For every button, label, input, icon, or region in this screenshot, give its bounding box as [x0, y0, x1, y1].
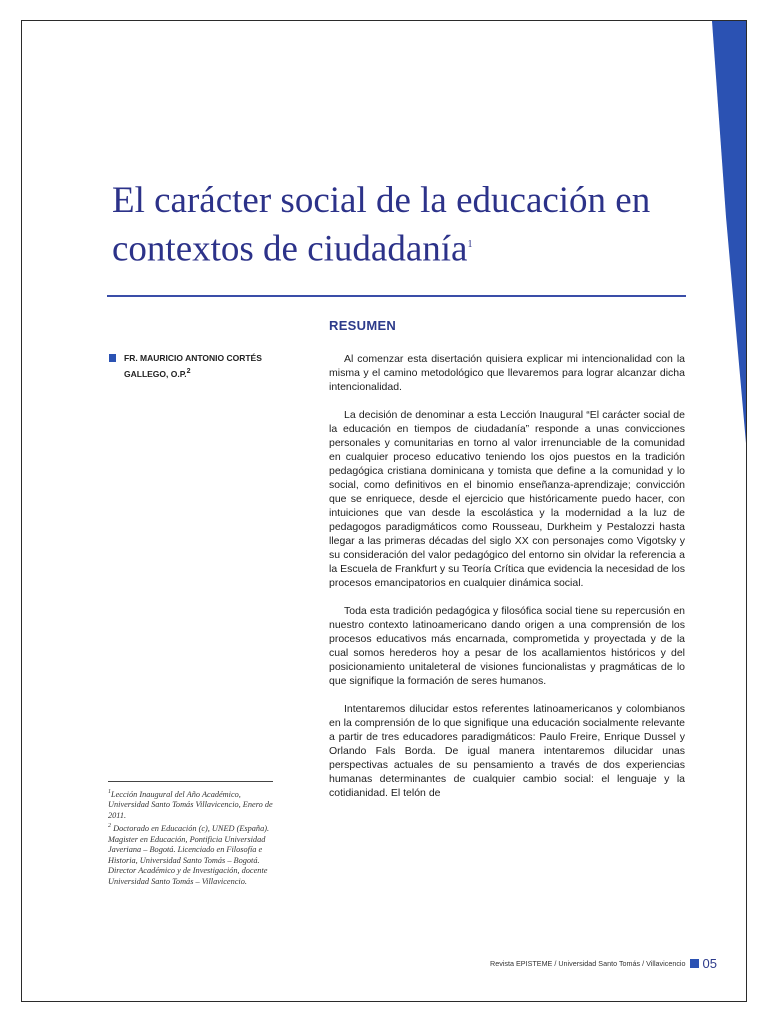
article-title-text: El carácter social de la educación en contextos de ciudadanía	[112, 180, 651, 270]
abstract-body	[329, 352, 685, 800]
footnote-text: Lección Inaugural del Año Académico, Universidad Santo Tomás Villavicencio, Enero de 2011.	[108, 789, 273, 820]
footer-square-icon	[690, 959, 699, 968]
page-footer	[452, 956, 717, 970]
abstract-paragraph: Intentaremos dilucidar estos referentes latinoamericanos y colombianos en la comprensión de lo que signifique una educación socialmente relevante a partir de tres educadores paradigmáticos: Paulo Freire, Enrique Dussel y Orlando Fals Borda. De igual manera intentaremos dilucidar unas perspectivas actuales de su pensamiento a través de dos experiencias humanas determinantes de cualquier cambio social: el lenguaje y la cotidianidad. El telón de	[329, 703, 685, 799]
decorative-corner-stripe	[712, 21, 747, 511]
page	[21, 20, 747, 1002]
footnote-2	[108, 821, 283, 887]
footnote-1	[108, 787, 283, 821]
author-name: FR. MAURICIO ANTONIO CORTÉS GALLEGO, O.P.	[124, 353, 262, 379]
footnotes	[108, 787, 283, 887]
abstract-paragraph: Toda esta tradición pedagógica y filosófica social tiene su repercusión en nuestro contexto latinoamericano dando origen a una comprensión de los procesos educativos más encarnada, comprometida y proyectada y de la cual somos herederos hoy a pesar de los acallamientos históricos y del posicionamiento unitaleteral de visiones funcionalistas y pragmáticas de lo que signifique la formación de seres humanos.	[329, 605, 685, 687]
footnote-divider	[108, 781, 273, 782]
footnote-number: 1	[108, 789, 111, 795]
footnote-number: 2	[108, 823, 111, 830]
title-footnote-marker: 1	[467, 239, 473, 250]
journal-name: Revista EPISTEME / Universidad Santo Tomás / Villavicencio	[490, 958, 686, 968]
author-block	[109, 352, 289, 380]
abstract-paragraph: La decisión de denominar a esta Lección Inaugural “El carácter social de la educación en tiempos de ciudadanía” responde a unas convicciones personales y comunitarias en torno al valor irrenunciable de la comunidad en cualquier proceso educativo teniendo los ojos puestos en la tradición pedagógica cristiana dominicana y tomista que define a la comunidad y lo social, como definitivos en el binomio enseñanza-aprendizaje; convicción que se enriquece, desde el ejercicio que históricamente puedo hacer, con intuiciones que van desde la escolástica y la modernidad a la luz de pedagogos paradigmáticos como Rousseau, Durkheim y Pestalozzi hasta llegar a las primeras décadas del siglo XX con personajes como Vigotsky y su consideración del valor pedagógico del entorno sin olvidar la referencia a la Escuela de Frankfurt y su Teoría Crítica que evidencia la necesidad de los procesos emancipatorios en cualquier dinámica social.	[329, 409, 685, 589]
abstract-paragraph: Al comenzar esta disertación quisiera explicar mi intencionalidad con la misma y el camino metodológico que llevaremos para lograr alcanzar dicha intencionalidad.	[329, 353, 685, 393]
author-marker-icon	[109, 354, 116, 362]
footnote-text: Doctorado en Educación (c), UNED (España). Magister en Educación, Pontificia Universidad Javeriana – Bogotá. Licenciado en Filosofía e Historia, Universidad Santo Tomás – Bogotá. Director Académico y de Investigación, docente Universidad Santo Tomás – Villavicencio.	[108, 824, 270, 886]
article-title	[112, 179, 712, 271]
author-name-wrap	[109, 352, 289, 380]
author-footnote-marker: 2	[186, 366, 191, 375]
section-heading: RESUMEN	[329, 318, 397, 333]
page-number: 05	[702, 955, 717, 971]
title-divider	[107, 295, 686, 297]
